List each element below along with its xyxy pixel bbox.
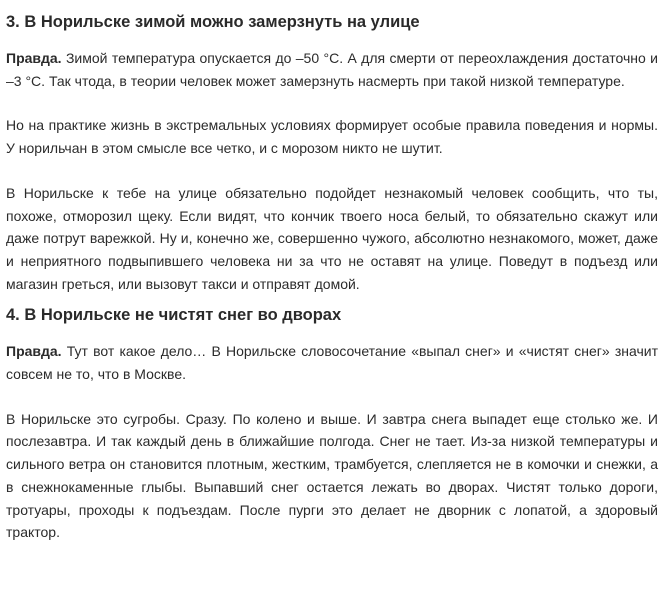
section-4-heading: 4. В Норильске не чистят снег во дворах	[6, 306, 342, 325]
section-3-lead-paragraph	[6, 47, 658, 92]
section-4-paragraph-2: В Норильске это сугробы. Сразу. По колено и выше. И завтра снега выпадет еще столько же. И послезавтра. И так каждый день в ближайшие полгода. Снег не тает. Из-за низкой температуры и сильного ветра он становится плотным, жестким, трамбуется, слепляется не в комочки и снежки, а в снежнокаменные глыбы. Выпавший снег остается лежать во дворах. Чистят только дороги, тротуары, проходы к подъездам. После пурги это делает не дворник с лопатой, а здоровый трактор.	[6, 410, 658, 541]
section-3-heading: 3. В Норильске зимой можно замерзнуть на улице	[6, 13, 420, 31]
section-4-lead-text: Тут вот какое дело… В Норильске словосочетание «выпал снег» и «чистят снег» значит совсем не то, что в Москве.	[6, 343, 658, 383]
section-3-lead-text: Зимой температура опускается до –50 °С. А для смерти от переохлаждения достаточно и –3 °С. Так чтода, в теории человек может замерзнуть насмерть при такой низкой температуре.	[6, 50, 658, 89]
section-3-paragraph-2: Но на практике жизнь в экстремальных условиях формирует особые правила поведения и нормы. У норильчан в этом смысле все четко, и с морозом никто не шутит.	[6, 117, 658, 157]
article-body	[6, 0, 658, 544]
section-4-lead-label: Правда.	[6, 343, 62, 360]
section-3-lead-label: Правда.	[6, 50, 62, 66]
section-4-lead-paragraph	[6, 340, 658, 385]
section-3-paragraph-3: В Норильске к тебе на улице обязательно подойдет незнакомый человек сообщить, что ты, похоже, отморозил щеку. Если видят, что кончик твоего носа белый, то обязательно скажут или даже потрут варежкой. Ну и, конечно же, совершенно чужого, абсолютно незнакомого, может, даже и неприятного подвыпившего человека ни за что не оставят на улице. Поведут в подъезд или магазин греться, или вызовут такси и отправят домой.	[6, 184, 658, 292]
